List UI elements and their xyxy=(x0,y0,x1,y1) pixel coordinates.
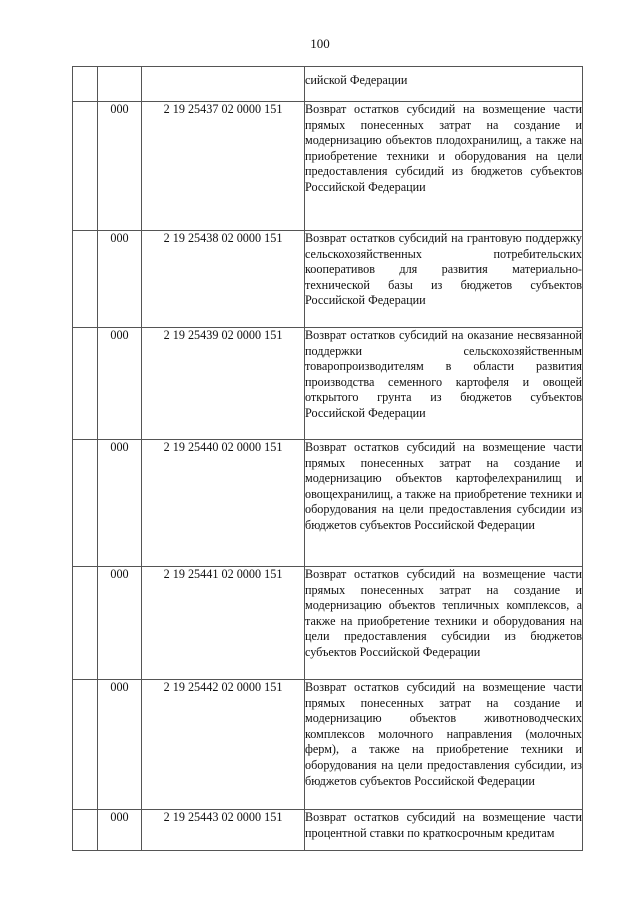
table-row xyxy=(73,810,583,851)
table-row xyxy=(73,440,583,567)
budget-code-cell: 2 19 25442 02 0000 151 xyxy=(142,680,305,810)
description-cell: Возврат остатков субсидий на возмещение части прямых понесенных затрат на создание и модернизацию объектов тепличных комплексов, а также на приобретение техники и оборудования на цели предоставления субсидии из бюджетов субъектов Российской Федерации xyxy=(305,567,583,680)
table-row-continuation xyxy=(73,67,583,102)
description-cell: Возврат остатков субсидий на возмещение части процентной ставки по краткосрочным кредитам xyxy=(305,810,583,851)
table-row xyxy=(73,567,583,680)
margin-cell xyxy=(73,567,98,680)
budget-code-cell: 2 19 25441 02 0000 151 xyxy=(142,567,305,680)
table-row xyxy=(73,102,583,231)
admin-code-cell: 000 xyxy=(98,810,142,851)
description-cell: Возврат остатков субсидий на грантовую поддержку сельскохозяйственных потребительских кооперативов для развития материально-технической базы из бюджетов субъектов Российской Федерации xyxy=(305,231,583,328)
description-cell: Возврат остатков субсидий на возмещение части прямых понесенных затрат на создание и модернизацию объектов плодохранилищ, а также на приобретение техники и оборудования на цели предоставления субсидий из бюджетов субъектов Российской Федерации xyxy=(305,102,583,231)
budget-code-cell: 2 19 25437 02 0000 151 xyxy=(142,102,305,231)
admin-code-cell: 000 xyxy=(98,231,142,328)
budget-code-cell: 2 19 25438 02 0000 151 xyxy=(142,231,305,328)
margin-cell xyxy=(73,102,98,231)
margin-cell xyxy=(73,328,98,440)
admin-code-cell: 000 xyxy=(98,680,142,810)
description-cell: Возврат остатков субсидий на оказание несвязанной поддержки сельскохозяйственным товаропроизводителям в области развития производства семенного картофеля и овощей открытого грунта из бюджетов субъектов Российской Федерации xyxy=(305,328,583,440)
budget-code-cell: 2 19 25440 02 0000 151 xyxy=(142,440,305,567)
budget-code-cell: 2 19 25439 02 0000 151 xyxy=(142,328,305,440)
admin-code-cell: 000 xyxy=(98,102,142,231)
table-row xyxy=(73,231,583,328)
margin-cell xyxy=(73,231,98,328)
table-row xyxy=(73,680,583,810)
margin-cell xyxy=(73,67,98,102)
description-cell: Возврат остатков субсидий на возмещение части прямых понесенных затрат на создание и модернизацию объектов животноводческих комплексов молочного направления (молочных ферм), а также на приобретение техники и оборудования на цели предоставления субсидии, из бюджетов субъектов Российской Федерации xyxy=(305,680,583,810)
margin-cell xyxy=(73,680,98,810)
margin-cell xyxy=(73,440,98,567)
margin-cell xyxy=(73,810,98,851)
table-row xyxy=(73,328,583,440)
admin-code-cell: 000 xyxy=(98,440,142,567)
page-number: 100 xyxy=(310,36,330,51)
budget-code-cell: 2 19 25443 02 0000 151 xyxy=(142,810,305,851)
admin-code-cell: 000 xyxy=(98,567,142,680)
admin-code-cell: 000 xyxy=(98,328,142,440)
budget-codes-table xyxy=(72,66,583,851)
description-cell: Возврат остатков субсидий на возмещение части прямых понесенных затрат на создание и модернизацию объектов картофелехранилищ и овощехранилищ, а также на приобретение техники и оборудования на цели предоставления субсидии из бюджетов субъектов Российской Федерации xyxy=(305,440,583,567)
admin-code-cell xyxy=(98,67,142,102)
budget-code-cell xyxy=(142,67,305,102)
description-cell: сийской Федерации xyxy=(305,67,583,102)
